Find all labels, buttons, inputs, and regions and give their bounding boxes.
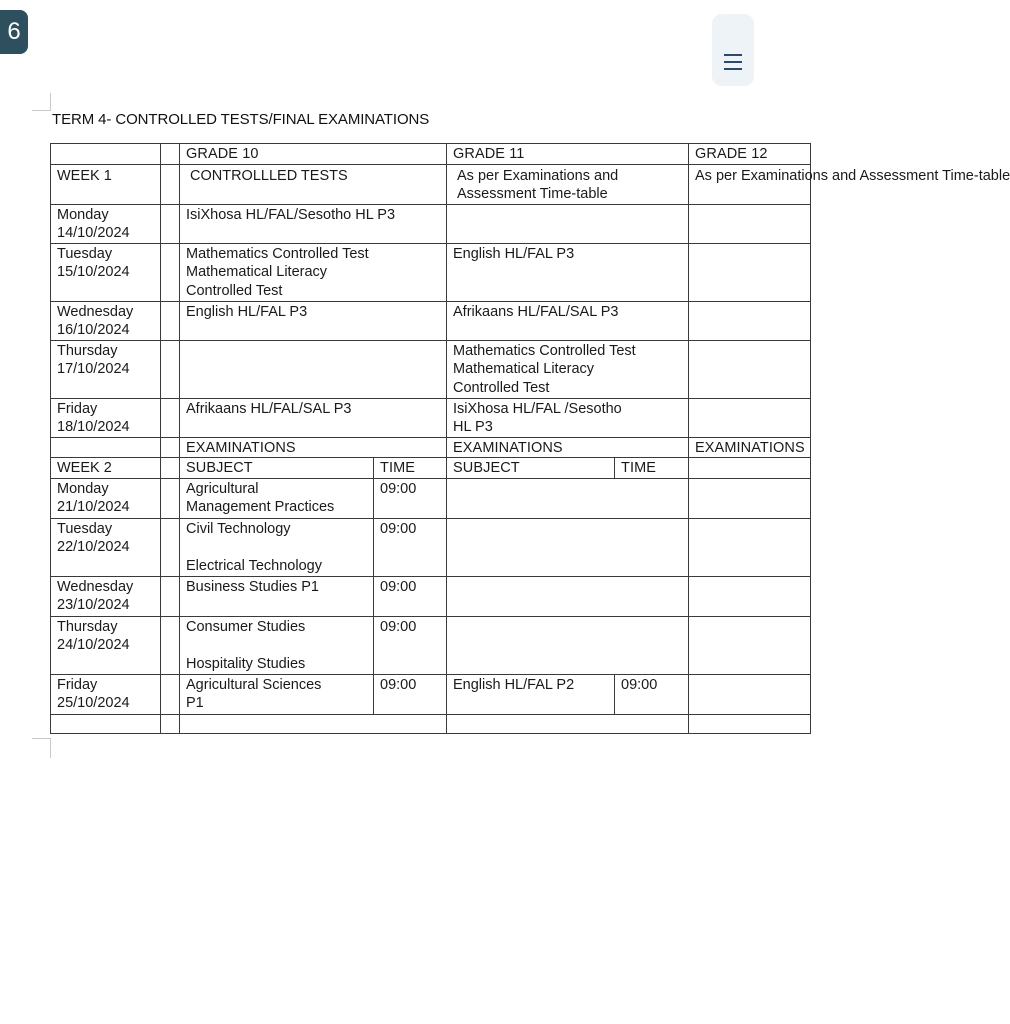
- grade-12-examinations-label: EXAMINATIONS: [689, 437, 811, 458]
- table-row: [51, 398, 811, 437]
- table-row: [51, 616, 811, 674]
- table-row: [51, 518, 811, 576]
- page-number-badge[interactable]: 6: [0, 10, 28, 54]
- week-1-label: WEEK 1: [51, 164, 161, 204]
- empty-cell: [161, 674, 180, 714]
- margin-mark: [50, 738, 51, 758]
- grade-12-test-cell: [689, 243, 811, 301]
- grade-12-test-cell: [689, 204, 811, 243]
- empty-cell: [689, 576, 811, 616]
- grade-10-subject-cell: Civil Technology Electrical Technology: [180, 518, 374, 576]
- day-date-cell: Friday 25/10/2024: [51, 674, 161, 714]
- margin-mark: [32, 738, 50, 739]
- day-date-cell: Thursday 24/10/2024: [51, 616, 161, 674]
- grade-12-header: GRADE 12: [689, 144, 811, 165]
- grade-11-test-cell: [447, 204, 689, 243]
- empty-cell: [689, 616, 811, 674]
- table-row: [51, 674, 811, 714]
- table-row: [51, 204, 811, 243]
- empty-cell: [161, 714, 180, 733]
- empty-row: [51, 714, 811, 733]
- grade-10-examinations-label: EXAMINATIONS: [180, 437, 447, 458]
- day-date-cell: Friday 18/10/2024: [51, 398, 161, 437]
- grade-11-test-cell: English HL/FAL P3: [447, 243, 689, 301]
- empty-cell: [161, 398, 180, 437]
- week-1-header-row: [51, 164, 811, 204]
- grade-11-test-cell: Mathematics Controlled Test Mathematical Literacy Controlled Test: [447, 340, 689, 398]
- empty-cell: [161, 301, 180, 340]
- menu-icon-bar: [724, 54, 742, 56]
- empty-cell: [161, 518, 180, 576]
- grade-12-test-cell: [689, 301, 811, 340]
- empty-cell: [161, 616, 180, 674]
- day-date-cell: Monday 14/10/2024: [51, 204, 161, 243]
- table-row: [51, 576, 811, 616]
- grade-12-test-cell: [689, 340, 811, 398]
- day-date-cell: Wednesday 23/10/2024: [51, 576, 161, 616]
- grade-10-controlled-tests-label: CONTROLLLED TESTS: [180, 164, 447, 204]
- empty-cell: [689, 478, 811, 518]
- grade-10-test-cell: Mathematics Controlled Test Mathematical Literacy Controlled Test: [180, 243, 447, 301]
- grade-10-test-cell: [180, 340, 447, 398]
- table-row: [51, 340, 811, 398]
- grade-10-test-cell: Afrikaans HL/FAL/SAL P3: [180, 398, 447, 437]
- menu-button[interactable]: [712, 14, 754, 86]
- grade-11-subject-cell: [447, 616, 689, 674]
- empty-cell: [689, 458, 811, 479]
- empty-cell: [180, 714, 447, 733]
- grade-10-subject-cell: Agricultural Management Practices: [180, 478, 374, 518]
- grade-10-test-cell: IsiXhosa HL/FAL/Sesotho HL P3: [180, 204, 447, 243]
- empty-cell: [689, 714, 811, 733]
- day-date-cell: Tuesday 22/10/2024: [51, 518, 161, 576]
- grade-11-note: As per Examinations and Assessment Time-table: [447, 164, 689, 204]
- grade-10-header: GRADE 10: [180, 144, 447, 165]
- empty-cell: [51, 714, 161, 733]
- examinations-header-row: [51, 437, 811, 458]
- grade-10-subject-cell: Agricultural Sciences P1: [180, 674, 374, 714]
- day-date-cell: Thursday 17/10/2024: [51, 340, 161, 398]
- empty-cell: [161, 243, 180, 301]
- margin-mark: [32, 110, 50, 111]
- empty-cell: [161, 204, 180, 243]
- grade-header-row: [51, 144, 811, 165]
- empty-cell: [161, 576, 180, 616]
- empty-cell: [161, 478, 180, 518]
- grade-12-note: As per Examinations and Assessment Time-table: [689, 164, 811, 204]
- exam-schedule-table: [50, 143, 1010, 734]
- empty-cell: [161, 458, 180, 479]
- week-2-label: WEEK 2: [51, 458, 161, 479]
- grade-10-subject-cell: Consumer Studies Hospitality Studies: [180, 616, 374, 674]
- table-row: [51, 301, 811, 340]
- day-date-cell: Wednesday 16/10/2024: [51, 301, 161, 340]
- grade-10-time-cell: 09:00: [374, 616, 447, 674]
- table-row: [51, 478, 811, 518]
- day-date-cell: Tuesday 15/10/2024: [51, 243, 161, 301]
- empty-cell: [689, 518, 811, 576]
- grade-10-test-cell: English HL/FAL P3: [180, 301, 447, 340]
- grade-10-subject-cell: Business Studies P1: [180, 576, 374, 616]
- grade-10-time-cell: 09:00: [374, 576, 447, 616]
- grade-10-subject-header: SUBJECT: [180, 458, 374, 479]
- grade-11-subject-cell: [447, 478, 689, 518]
- grade-11-time-header: TIME: [615, 458, 689, 479]
- grade-11-subject-cell: [447, 576, 689, 616]
- empty-cell: [161, 437, 180, 458]
- menu-icon-bar: [724, 68, 742, 70]
- grade-11-subject-header: SUBJECT: [447, 458, 615, 479]
- grade-11-test-cell: Afrikaans HL/FAL/SAL P3: [447, 301, 689, 340]
- grade-11-subject-cell: English HL/FAL P2: [447, 674, 615, 714]
- empty-cell: [689, 674, 811, 714]
- grade-10-time-cell: 09:00: [374, 518, 447, 576]
- grade-10-time-cell: 09:00: [374, 674, 447, 714]
- grade-10-time-header: TIME: [374, 458, 447, 479]
- empty-cell: [161, 144, 180, 165]
- empty-cell: [161, 340, 180, 398]
- margin-mark: [50, 93, 51, 111]
- empty-cell: [51, 437, 161, 458]
- grade-11-examinations-label: EXAMINATIONS: [447, 437, 689, 458]
- grade-11-header: GRADE 11: [447, 144, 689, 165]
- grade-11-subject-cell: [447, 518, 689, 576]
- empty-cell: [51, 144, 161, 165]
- document-title: TERM 4- CONTROLLED TESTS/FINAL EXAMINATIONS: [52, 111, 430, 128]
- table-row: [51, 243, 811, 301]
- week-2-header-row: [51, 458, 811, 479]
- empty-cell: [447, 714, 689, 733]
- grade-10-time-cell: 09:00: [374, 478, 447, 518]
- grade-11-time-cell: 09:00: [615, 674, 689, 714]
- grade-11-test-cell: IsiXhosa HL/FAL /Sesotho HL P3: [447, 398, 689, 437]
- day-date-cell: Monday 21/10/2024: [51, 478, 161, 518]
- grade-12-test-cell: [689, 398, 811, 437]
- empty-cell: [161, 164, 180, 204]
- menu-icon-bar: [724, 61, 742, 63]
